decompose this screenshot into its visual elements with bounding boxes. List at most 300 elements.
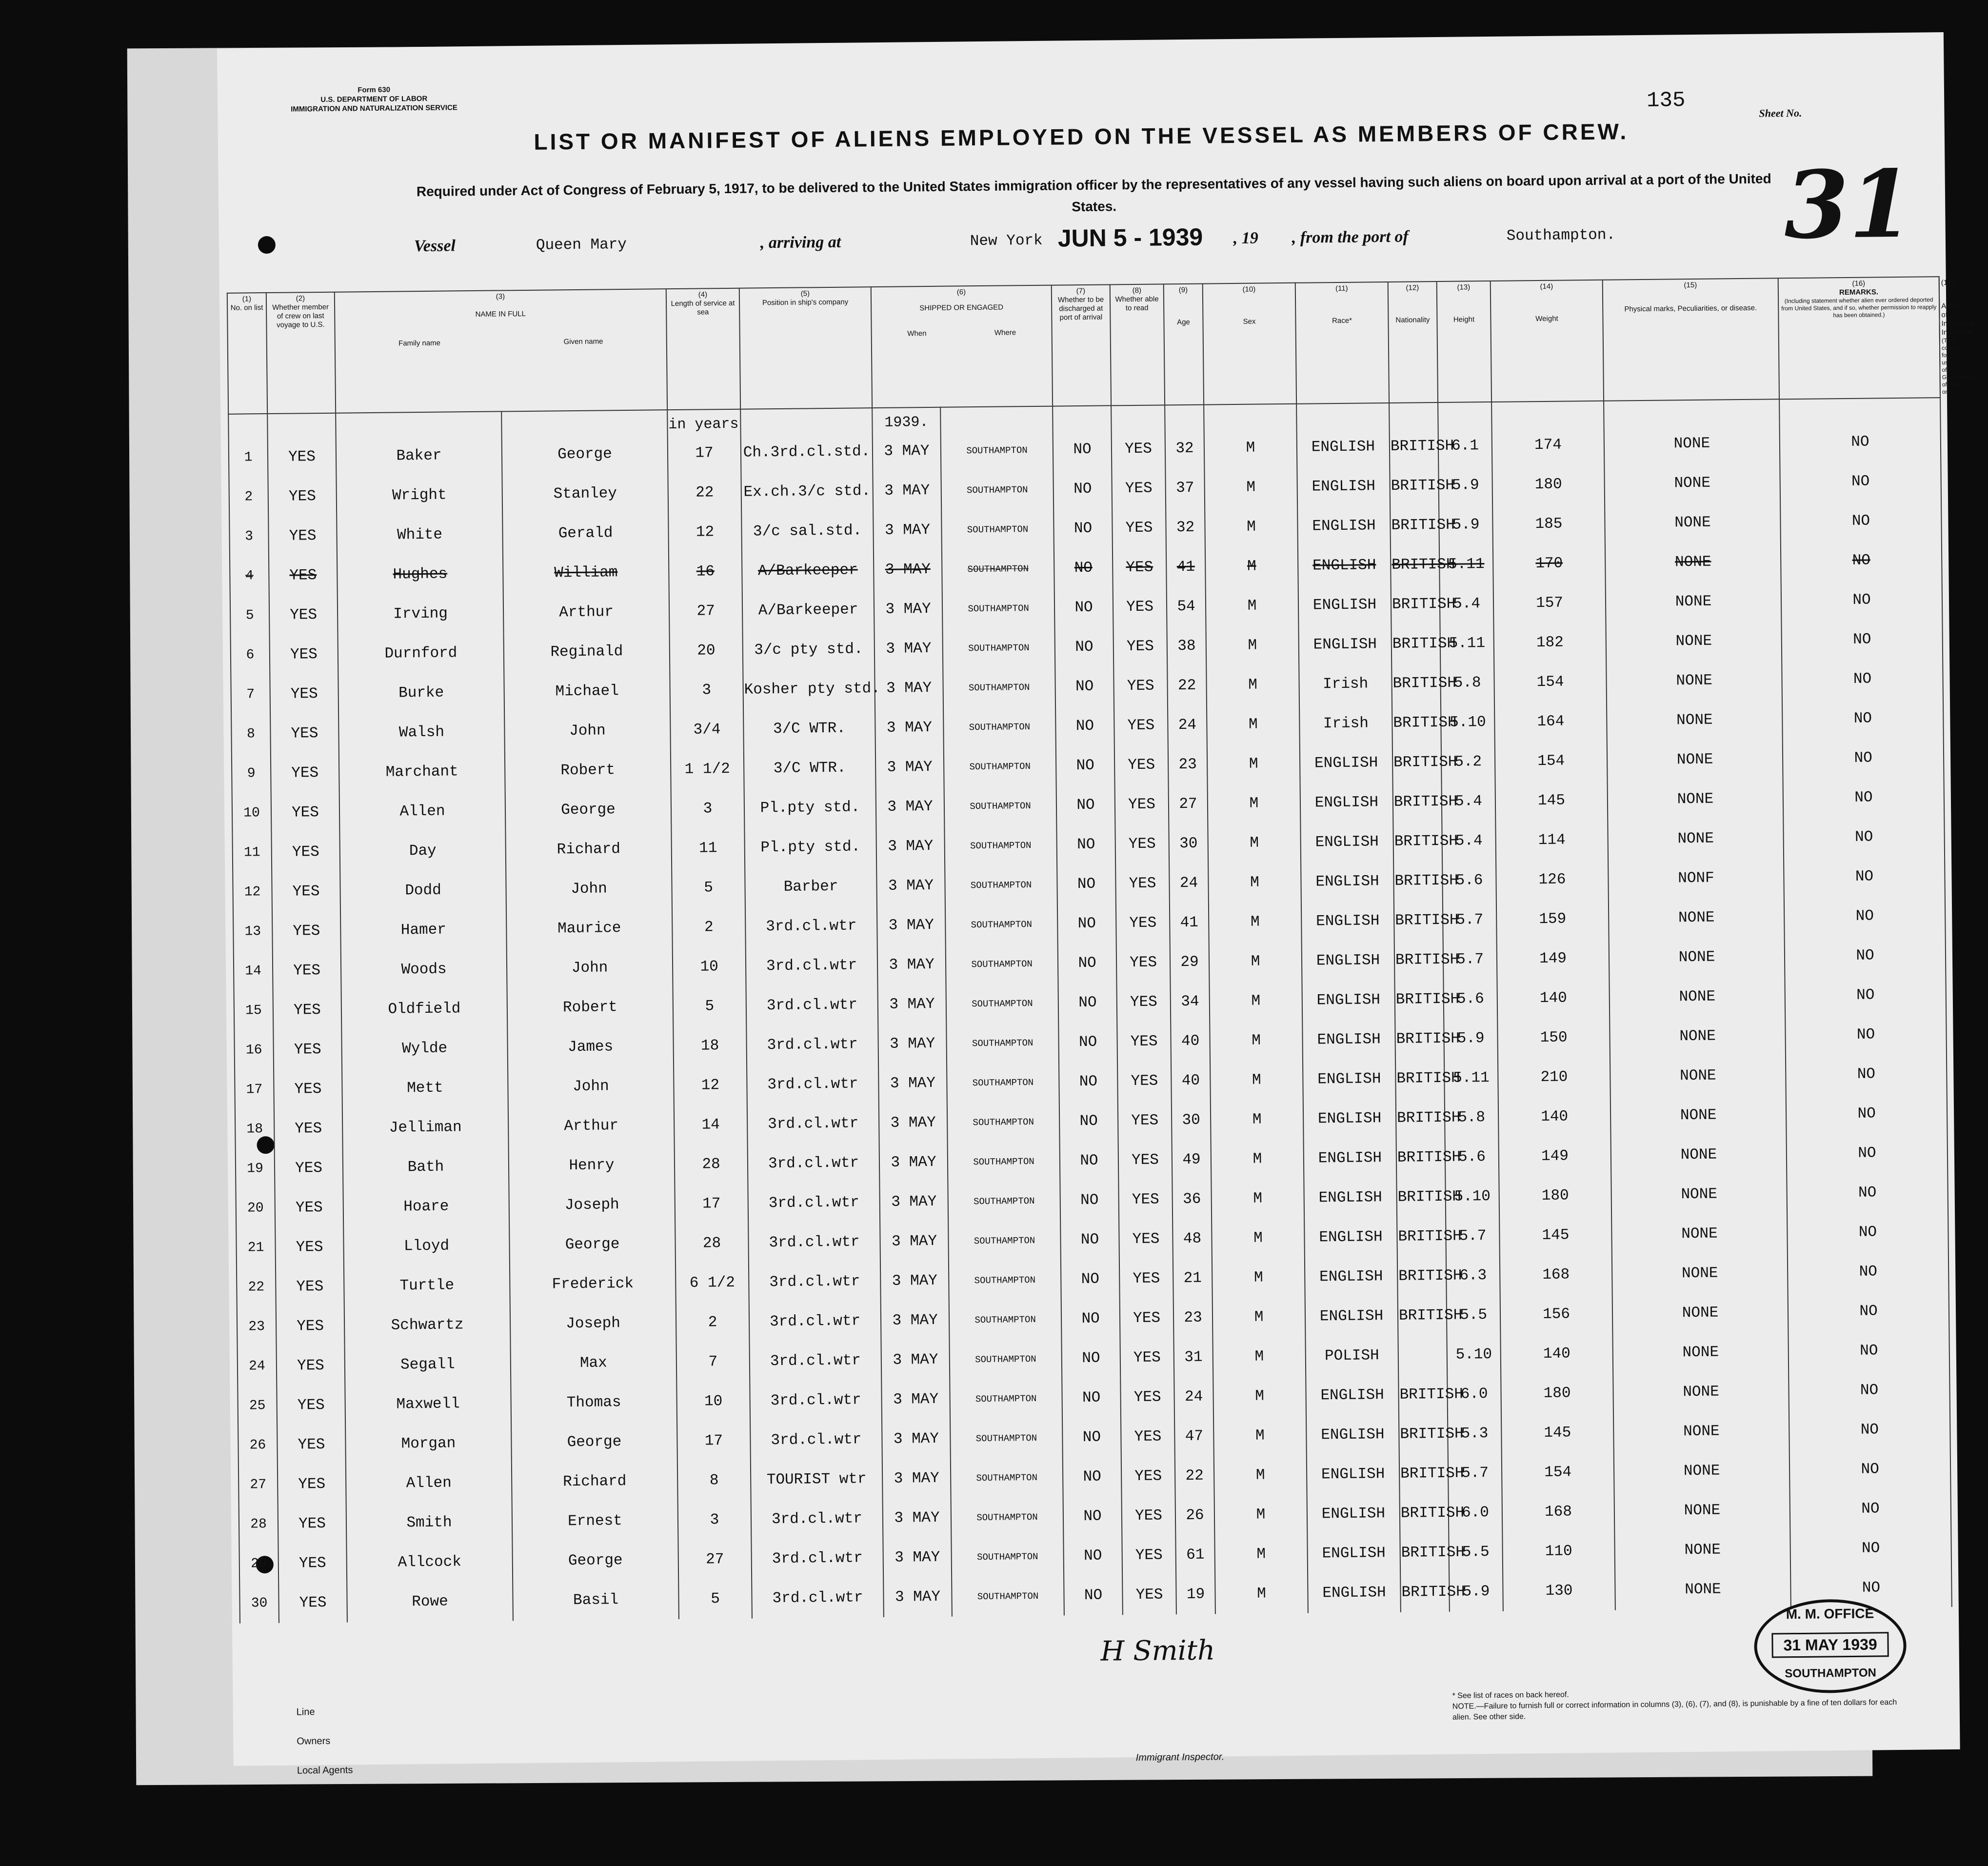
stamp-office: M. M. OFFICE — [1786, 1605, 1874, 1622]
cell-position: 3rd.cl.wtr — [751, 1538, 883, 1579]
cell-discharged: NO — [1054, 508, 1113, 548]
cell-remarks: NO — [1783, 738, 1944, 779]
cell-race: ENGLISH — [1302, 1020, 1395, 1060]
cell-where: SOUTHAMPTON — [949, 1339, 1062, 1380]
cell-discharged: NO — [1060, 1141, 1119, 1181]
cell-length: 5 — [672, 868, 745, 908]
cell-where: SOUTHAMPTON — [951, 1457, 1063, 1498]
cell-sex: M — [1210, 1060, 1303, 1101]
cell-nationality: BRITISH — [1393, 861, 1443, 901]
cell-height: 5.10 — [1447, 1335, 1501, 1375]
cell-prev: YES — [275, 1148, 343, 1188]
cell-position: Ch.3rd.cl.std. — [741, 432, 873, 473]
cell-no: 19 — [236, 1149, 275, 1189]
cell-where: SOUTHAMPTON — [943, 707, 1056, 747]
cell-sex: M — [1207, 704, 1300, 745]
cell-no: 13 — [233, 912, 273, 952]
cell-marks: NONE — [1613, 1371, 1789, 1412]
cell-race: ENGLISH — [1303, 1059, 1396, 1100]
cell-height: 5.6 — [1445, 1137, 1499, 1177]
from-label: , from the port of — [1292, 227, 1409, 247]
cell-no: 24 — [238, 1346, 277, 1386]
cell-position: Pl.pty std. — [744, 827, 876, 868]
cell-prev: YES — [278, 1504, 347, 1544]
cell-when: 3 MAY — [875, 668, 943, 708]
cell-prev: YES — [270, 714, 339, 754]
cell-weight: 168 — [1502, 1492, 1615, 1532]
cell-marks: NONE — [1604, 462, 1780, 503]
cell-sex: M — [1211, 1179, 1304, 1219]
cell-marks: NONE — [1606, 660, 1782, 701]
cell-position: 3rd.cl.wtr — [751, 1499, 883, 1540]
cell-age: 22 — [1175, 1456, 1214, 1496]
cell-remarks: NO — [1784, 856, 1945, 897]
cell-remarks: NO — [1788, 1330, 1949, 1371]
cell-sex: M — [1213, 1376, 1306, 1417]
cell-marks: NONE — [1607, 700, 1783, 741]
cell-height: 5.8 — [1440, 663, 1494, 703]
cell-read: YES — [1115, 824, 1169, 864]
cell-where: SOUTHAMPTON — [946, 944, 1058, 984]
cell-when: 3 MAY — [877, 945, 946, 985]
cell-race: ENGLISH — [1305, 1296, 1398, 1337]
cell-race: ENGLISH — [1304, 1217, 1397, 1258]
cell-discharged: NO — [1060, 1180, 1119, 1220]
cell-remarks: NO — [1784, 896, 1946, 937]
cell-remarks: NO — [1780, 501, 1942, 542]
manifest-sheet — [217, 32, 1974, 1776]
cell-age: 47 — [1174, 1417, 1214, 1457]
cell-remarks: NO — [1781, 619, 1943, 660]
cell-nationality: BRITISH — [1390, 466, 1439, 506]
cell-when: 3 MAY — [879, 1103, 948, 1143]
cell-position: Ex.ch.3/c std. — [741, 471, 873, 512]
cell-position: 3/C WTR. — [743, 708, 875, 749]
cell-weight: 185 — [1492, 504, 1605, 544]
cell-read: YES — [1120, 1298, 1174, 1338]
cell-age: 30 — [1172, 1101, 1211, 1141]
cell-no: 5 — [230, 596, 270, 636]
cell-sex: M — [1211, 1100, 1304, 1140]
col-3-header: (3) NAME IN FULL Family name Given name — [335, 289, 667, 413]
cell-height: 5.7 — [1443, 940, 1497, 980]
cell-remarks: NO — [1781, 580, 1943, 621]
cell-no: 8 — [231, 714, 271, 754]
cell-when: 3 MAY — [880, 1222, 949, 1262]
year-label: , 19 — [1233, 229, 1259, 248]
cell-age: 19 — [1176, 1575, 1215, 1615]
cell-position: 3rd.cl.wtr — [746, 985, 878, 1026]
cell-discharged: NO — [1057, 903, 1116, 943]
cell-marks: NONE — [1609, 937, 1785, 978]
cell-given: George — [505, 789, 672, 830]
cell-nationality: BRITISH — [1391, 545, 1440, 585]
cell-when: 3 MAY — [874, 550, 942, 590]
cell-marks: NONE — [1615, 1569, 1791, 1610]
cell-nationality: BRITISH — [1394, 901, 1443, 941]
cell-given: Reginald — [504, 631, 670, 672]
cell-read: YES — [1120, 1377, 1174, 1417]
cell-when: 3 MAY — [876, 866, 945, 906]
cell-no: 9 — [232, 754, 271, 794]
cell-length: 5 — [673, 986, 747, 1026]
cell-read: YES — [1119, 1219, 1173, 1259]
cell-height: 5.9 — [1438, 465, 1492, 505]
cell-discharged: NO — [1056, 785, 1115, 825]
cell-length: 2 — [676, 1303, 750, 1343]
cell-marks: NONE — [1606, 621, 1782, 662]
cell-height: 5.4 — [1442, 782, 1496, 822]
cell-family: Day — [339, 830, 506, 871]
cell-read: YES — [1114, 705, 1168, 745]
cell-family: Lloyd — [343, 1225, 510, 1266]
cell-length: 7 — [676, 1342, 750, 1382]
cell-weight: 168 — [1500, 1255, 1612, 1295]
year-1939-label: 1939. — [872, 407, 940, 432]
form-department: U.S. DEPARTMENT OF LABOR — [320, 94, 428, 104]
cell-discharged: NO — [1058, 943, 1117, 983]
cell-length: 10 — [676, 1382, 750, 1422]
cell-weight: 164 — [1494, 702, 1607, 742]
cell-when: 3 MAY — [875, 629, 943, 669]
cell-weight: 150 — [1497, 1018, 1610, 1058]
cell-weight: 145 — [1499, 1215, 1612, 1256]
cell-marks: NONE — [1611, 1213, 1788, 1254]
cell-age: 40 — [1171, 1022, 1210, 1062]
cell-age: 22 — [1167, 666, 1207, 706]
cell-read: YES — [1116, 943, 1171, 983]
cell-where: SOUTHAMPTON — [946, 1023, 1059, 1063]
cell-no: 14 — [234, 951, 273, 991]
cell-no: 25 — [238, 1386, 277, 1426]
cell-age: 24 — [1174, 1377, 1213, 1417]
cell-read: YES — [1113, 587, 1167, 627]
cell-length: 28 — [675, 1144, 748, 1184]
cell-position: 3rd.cl.wtr — [749, 1301, 881, 1342]
cell-given: Gerald — [502, 513, 669, 554]
cell-where: SOUTHAMPTON — [947, 1063, 1059, 1103]
cell-height: 6.0 — [1449, 1493, 1503, 1533]
cell-when: 3 MAY — [877, 984, 946, 1024]
cell-where: SOUTHAMPTON — [946, 983, 1058, 1024]
cell-position: 3/C WTR. — [744, 748, 876, 789]
cell-prev: YES — [274, 1109, 343, 1149]
cell-age: 41 — [1170, 903, 1209, 943]
cell-race: ENGLISH — [1297, 506, 1391, 546]
cell-read: YES — [1120, 1338, 1174, 1378]
cell-weight: 154 — [1494, 662, 1607, 702]
col-9-header: (9) Age — [1164, 284, 1204, 405]
cell-length: 5 — [678, 1579, 752, 1619]
cell-no: 29 — [239, 1544, 278, 1584]
cell-marks: NONE — [1613, 1411, 1789, 1452]
cell-no: 18 — [235, 1109, 275, 1149]
cell-remarks: NO — [1790, 1488, 1951, 1529]
cell-no: 2 — [229, 477, 268, 517]
cell-age: 30 — [1169, 824, 1208, 864]
cell-nationality: BRITISH — [1393, 782, 1442, 822]
cell-given: George — [512, 1540, 678, 1581]
arriving-label: , arriving at — [760, 233, 841, 252]
cell-length: 12 — [674, 1065, 747, 1105]
cell-length: 17 — [675, 1184, 748, 1224]
cell-where: SOUTHAMPTON — [949, 1300, 1062, 1340]
cell-given: Richard — [512, 1461, 678, 1502]
cell-sex: M — [1209, 902, 1302, 943]
cell-family: Turtle — [344, 1265, 510, 1306]
cell-position: TOURIST wtr — [751, 1459, 883, 1500]
cell-sex: M — [1206, 586, 1299, 626]
cell-remarks: NO — [1780, 421, 1941, 462]
cell-discharged: NO — [1056, 824, 1115, 864]
cell-when: 3 MAY — [876, 787, 945, 827]
cell-marks: NONE — [1605, 542, 1781, 582]
cell-read: YES — [1112, 429, 1166, 469]
cell-given: Frederick — [510, 1264, 676, 1304]
cell-prev: YES — [270, 674, 338, 714]
cell-position: Pl.pty std. — [744, 787, 876, 828]
cell-prev: YES — [273, 951, 341, 991]
cell-marks: NONE — [1612, 1332, 1789, 1373]
cell-nationality: BRITISH — [1394, 940, 1444, 980]
col-5-header: (5) Position in ship's company — [739, 287, 872, 409]
cell-nationality: BRITISH — [1397, 1256, 1447, 1296]
cell-race: ENGLISH — [1298, 545, 1391, 586]
cell-where: SOUTHAMPTON — [942, 628, 1055, 668]
cell-nationality — [1398, 1335, 1447, 1375]
cell-race: ENGLISH — [1306, 1415, 1399, 1455]
cell-when: 3 MAY — [875, 747, 944, 787]
cell-weight: 145 — [1501, 1413, 1614, 1453]
cell-weight: 140 — [1500, 1334, 1613, 1374]
cell-position: 3rd.cl.wtr — [752, 1578, 884, 1619]
cell-marks: NONE — [1609, 897, 1785, 938]
cell-discharged: NO — [1055, 627, 1114, 667]
cell-family: Allen — [346, 1463, 512, 1504]
cell-position: 3rd.cl.wtr — [749, 1262, 881, 1303]
cell-sex: M — [1209, 981, 1302, 1022]
cell-age: 37 — [1165, 468, 1205, 508]
cell-no: 16 — [234, 1030, 274, 1070]
cell-discharged: NO — [1058, 1022, 1117, 1062]
cell-length: 27 — [678, 1540, 752, 1580]
cell-weight: 159 — [1496, 899, 1609, 940]
cell-marks: NONE — [1610, 1055, 1786, 1096]
cell-where: SOUTHAMPTON — [950, 1418, 1063, 1458]
cell-nationality: BRITISH — [1392, 703, 1441, 743]
footnotes — [1452, 1686, 1916, 1723]
cell-weight: 126 — [1496, 860, 1609, 900]
cell-no: 30 — [239, 1584, 279, 1624]
races-note: * See list of races on back hereof. — [1452, 1690, 1569, 1700]
cell-length: 27 — [669, 591, 743, 631]
cell-no: 17 — [235, 1070, 274, 1110]
cell-where: SOUTHAMPTON — [951, 1536, 1064, 1577]
cell-prev: YES — [271, 793, 340, 833]
cell-sex: M — [1214, 1495, 1308, 1535]
cell-remarks: NO — [1785, 975, 1946, 1016]
cell-family: Jelliman — [342, 1107, 509, 1148]
cell-position: 3/c sal.std. — [741, 511, 874, 552]
cell-weight: 145 — [1495, 781, 1608, 821]
cell-given: Michael — [504, 671, 670, 712]
cell-height: 5.6 — [1442, 861, 1496, 901]
cell-marks: NONE — [1609, 976, 1785, 1017]
crew-manifest-table — [227, 276, 1974, 1624]
cell-remarks: NO — [1788, 1251, 1949, 1292]
cell-given: Robert — [505, 750, 671, 791]
cell-when: 3 MAY — [882, 1459, 951, 1499]
cell-weight: 130 — [1503, 1571, 1615, 1611]
cell-length: 17 — [677, 1421, 751, 1461]
arriving-port: New York — [970, 232, 1043, 250]
cell-given: Maurice — [506, 908, 673, 949]
cell-position: 3rd.cl.wtr — [747, 1104, 879, 1144]
cell-weight: 210 — [1498, 1057, 1610, 1098]
cell-family: Hoare — [343, 1186, 509, 1227]
cell-read: YES — [1115, 863, 1170, 903]
col-6-header: (6) SHIPPED OR ENGAGED When Where — [871, 285, 1053, 408]
cell-family: Mett — [342, 1067, 508, 1108]
cell-marks: NONE — [1604, 423, 1780, 464]
cell-height: 5.7 — [1448, 1453, 1502, 1493]
cell-read: YES — [1122, 1575, 1176, 1615]
cell-age: 40 — [1171, 1061, 1211, 1101]
cell-family: Morgan — [345, 1423, 512, 1464]
cell-discharged: NO — [1056, 745, 1115, 785]
cell-sex: M — [1212, 1218, 1305, 1259]
cell-age: 32 — [1166, 508, 1205, 548]
cell-length: 12 — [668, 512, 742, 552]
cell-sex: M — [1206, 625, 1299, 666]
cell-given: John — [504, 710, 671, 751]
mm-office-stamp — [1754, 1599, 1907, 1694]
cell-marks: NONE — [1614, 1450, 1790, 1491]
cell-discharged: NO — [1059, 1101, 1118, 1141]
cell-position: Barber — [745, 866, 877, 907]
cell-race: ENGLISH — [1303, 1099, 1396, 1139]
cell-marks: NONE — [1605, 502, 1781, 543]
cell-when: 3 MAY — [877, 905, 946, 945]
cell-remarks: NO — [1780, 461, 1941, 502]
col-4-header: (4) Length of service at sea — [666, 288, 740, 410]
cell-marks: NONE — [1612, 1292, 1789, 1333]
cell-family: Walsh — [338, 712, 505, 753]
cell-age: 27 — [1169, 784, 1208, 824]
cell-given: John — [507, 947, 673, 988]
cell-discharged: NO — [1062, 1378, 1121, 1418]
cell-family: Allen — [339, 791, 506, 832]
cell-height: 5.10 — [1441, 702, 1495, 742]
cell-height: 5.4 — [1440, 584, 1494, 624]
cell-family: Hughes — [337, 554, 503, 595]
stamp-port: SOUTHAMPTON — [1785, 1666, 1877, 1681]
cell-height: 5.6 — [1443, 979, 1497, 1019]
cell-discharged: NO — [1059, 1062, 1118, 1102]
cell-nationality: BRITISH — [1400, 1572, 1450, 1612]
cell-read: YES — [1116, 982, 1171, 1022]
cell-discharged: NO — [1061, 1259, 1120, 1299]
cell-no: 20 — [236, 1188, 275, 1228]
cell-race: ENGLISH — [1304, 1178, 1397, 1218]
cell-given: John — [508, 1066, 674, 1107]
cell-no: 12 — [233, 872, 272, 912]
cell-discharged: NO — [1061, 1299, 1120, 1339]
cell-no: 23 — [237, 1307, 277, 1347]
cell-discharged: NO — [1054, 587, 1113, 627]
cell-weight: 174 — [1492, 425, 1605, 465]
cell-weight: 180 — [1499, 1176, 1611, 1216]
cell-prev: YES — [276, 1267, 344, 1307]
cell-nationality: BRITISH — [1399, 1414, 1448, 1454]
cell-remarks: NO — [1789, 1409, 1950, 1450]
cell-age: 31 — [1173, 1338, 1213, 1378]
cell-no: 28 — [239, 1505, 278, 1545]
cell-height: 5.7 — [1446, 1216, 1500, 1256]
cell-nationality: BRITISH — [1392, 742, 1442, 783]
footer-owners-label: Owners — [297, 1735, 331, 1747]
cell-when: 3 MAY — [883, 1498, 952, 1538]
column-number-row — [227, 277, 1940, 414]
cell-sex: M — [1210, 1021, 1303, 1061]
cell-where: SOUTHAMPTON — [943, 667, 1055, 708]
cell-when: 3 MAY — [878, 1063, 947, 1104]
cell-race: ENGLISH — [1307, 1454, 1400, 1495]
cell-position: Kosher pty std. — [743, 669, 875, 710]
vessel-label: Vessel — [414, 237, 456, 256]
cell-remarks: NO — [1782, 698, 1944, 739]
cell-height: 5.8 — [1445, 1098, 1499, 1138]
cell-sex: M — [1208, 783, 1301, 824]
cell-where: SOUTHAMPTON — [944, 746, 1056, 787]
cell-remarks: NO — [1790, 1567, 1952, 1608]
cell-age: 61 — [1175, 1535, 1215, 1575]
cell-discharged: NO — [1062, 1417, 1121, 1457]
cell-nationality: BRITISH — [1398, 1375, 1448, 1415]
col-1-header: (1) No. on list — [227, 293, 267, 414]
family-name-header: Family name — [398, 339, 441, 348]
cell-sex: M — [1205, 546, 1298, 587]
cell-discharged: NO — [1061, 1338, 1120, 1378]
cell-age: 32 — [1165, 429, 1205, 469]
cell-no: 22 — [237, 1267, 276, 1307]
cell-height: 5.10 — [1445, 1177, 1499, 1217]
cell-nationality: BRITISH — [1398, 1296, 1447, 1336]
cell-length: 28 — [675, 1224, 749, 1264]
cell-discharged: NO — [1053, 469, 1112, 509]
cell-age: 54 — [1167, 587, 1206, 627]
cell-weight: 149 — [1499, 1136, 1611, 1177]
cell-family: Schwartz — [344, 1304, 511, 1345]
col-2-header: (2) Whether member of crew on last voyage to U.S. — [266, 292, 336, 414]
cell-prev: YES — [271, 832, 340, 872]
cell-prev: YES — [272, 911, 341, 951]
cell-marks: NONE — [1614, 1490, 1790, 1531]
cell-where: SOUTHAMPTON — [942, 549, 1054, 589]
cell-prev: YES — [268, 477, 337, 517]
cell-race: ENGLISH — [1297, 427, 1390, 467]
cell-marks: NONE — [1610, 1016, 1786, 1057]
vessel-line — [219, 222, 1946, 268]
cell-given: George — [509, 1224, 676, 1265]
cell-discharged: NO — [1053, 429, 1112, 469]
handwritten-sheet-number: 31 — [1784, 149, 1914, 260]
cell-position: 3rd.cl.wtr — [746, 945, 878, 986]
cell-prev: YES — [273, 990, 342, 1030]
cell-prev: YES — [268, 516, 337, 556]
cell-height: 5.9 — [1444, 1019, 1498, 1059]
cell-family: Burke — [338, 672, 504, 713]
